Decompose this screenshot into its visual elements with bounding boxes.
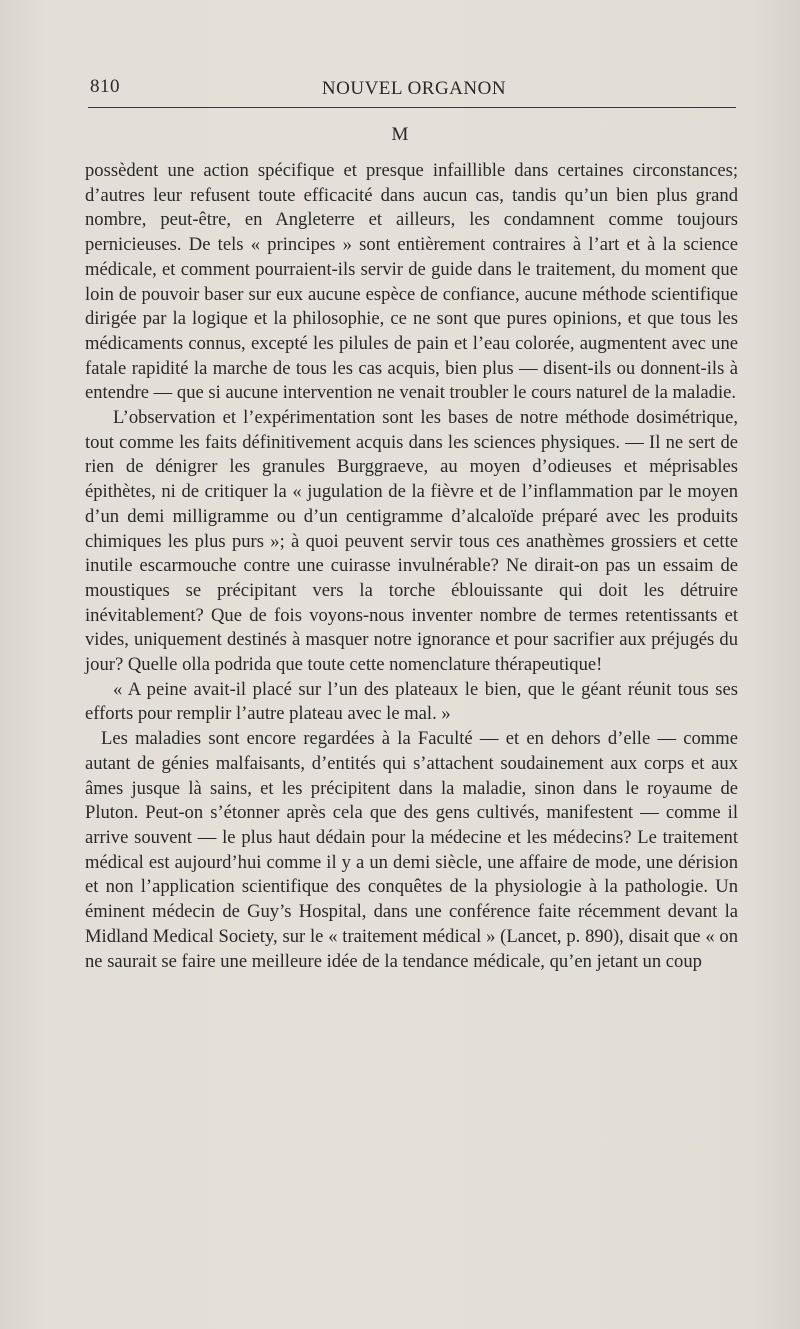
paragraph-1: possèdent une action spécifique et presque infaillible dans certaines circonstances; d’autres leur refusent toute efficacité dans aucun cas, tandis qu’un bien plus grand nombre, peut-être, en Angleterre et ailleurs, les condamnent comme toujours pernicieuses. De tels « principes » sont entièrement contraires à l’art et à la science médicale, et comment pourraient-ils servir de guide dans le traitement, du moment que loin de pouvoir baser sur eux aucune espèce de confiance, aucune méthode scientifique dirigée par la logique et la philosophie, ce ne sont que pures opinions, et que tous les médicaments connus, excepté les pilules de pain et l’eau colorée, augmentent avec une fatale rapidité la marche de tous les cas acquis, bien plus — disent-ils ou donnent-ils à entendre — que si aucune intervention ne venait troubler le cours naturel de la maladie. bbox=[85, 160, 738, 404]
header-rule bbox=[88, 107, 736, 108]
page-number: 810 bbox=[90, 76, 120, 97]
section-letter: M bbox=[391, 124, 409, 145]
paragraph-2: L’observation et l’expérimentation sont les bases de notre méthode dosimétrique, tout comme les faits définitivement acquis dans les sciences physiques. — Il ne sert de rien de dénigrer les granules Burggraeve, au moyen d’odieuses et méprisables épithètes, ni de critiquer la « jugulation de la fièvre et de l’inflammation par le moyen d’un demi milligramme ou d’un centigramme d’alcaloïde préparé avec les produits chimiques les plus purs »; à quoi peuvent servir tous ces anathèmes grossiers et cette inutile escarmouche contre une cuirasse invulnérable? Ne dirait-on pas un essaim de moustiques se précipitant vers la torche éblouissante qui doit les détruire inévitablement? Que de fois voyons-nous inventer nombre de termes retentissants et vides, uniquement destinés à masquer notre ignorance et pour sacrifier aux préjugés du jour? Quelle olla podrida que toute cette nomenclature thérapeutique! bbox=[85, 407, 738, 676]
running-head: NOUVEL ORGANON bbox=[321, 78, 507, 99]
paragraph-3-quote: « A peine avait-il placé sur l’un des plateaux le bien, que le géant réunit tous ses efforts pour remplir l’autre plateau avec le mal. » bbox=[85, 678, 738, 725]
page-header bbox=[84, 76, 744, 102]
paragraph-4: Les maladies sont encore regardées à la Faculté — et en dehors d’elle — comme autant de génies malfaisants, d’entités qui s’attachent soudainement aux corps et aux âmes jusque là sains, et les précipitent dans la maladie, sinon dans le royaume de Pluton. Peut-on s’étonner après cela que des gens cultivés, manifestent — comme il arrive souvent — le plus haut dédain pour la médecine et les médecins? Le traitement médical est aujourd’hui comme il y a un demi siècle, une affaire de mode, une dérision et non l’application scientifique des conquêtes de la physiologie à la pathologie. Un éminent médecin de Guy’s Hospital, dans une conférence faite récemment devant la Midland Medical Society, sur le « traitement médical » (Lancet, p. 890), disait que « on ne saurait se faire une meilleure idée de la tendance médicale, qu’en jetant un coup bbox=[85, 728, 738, 972]
body-text bbox=[85, 159, 738, 974]
